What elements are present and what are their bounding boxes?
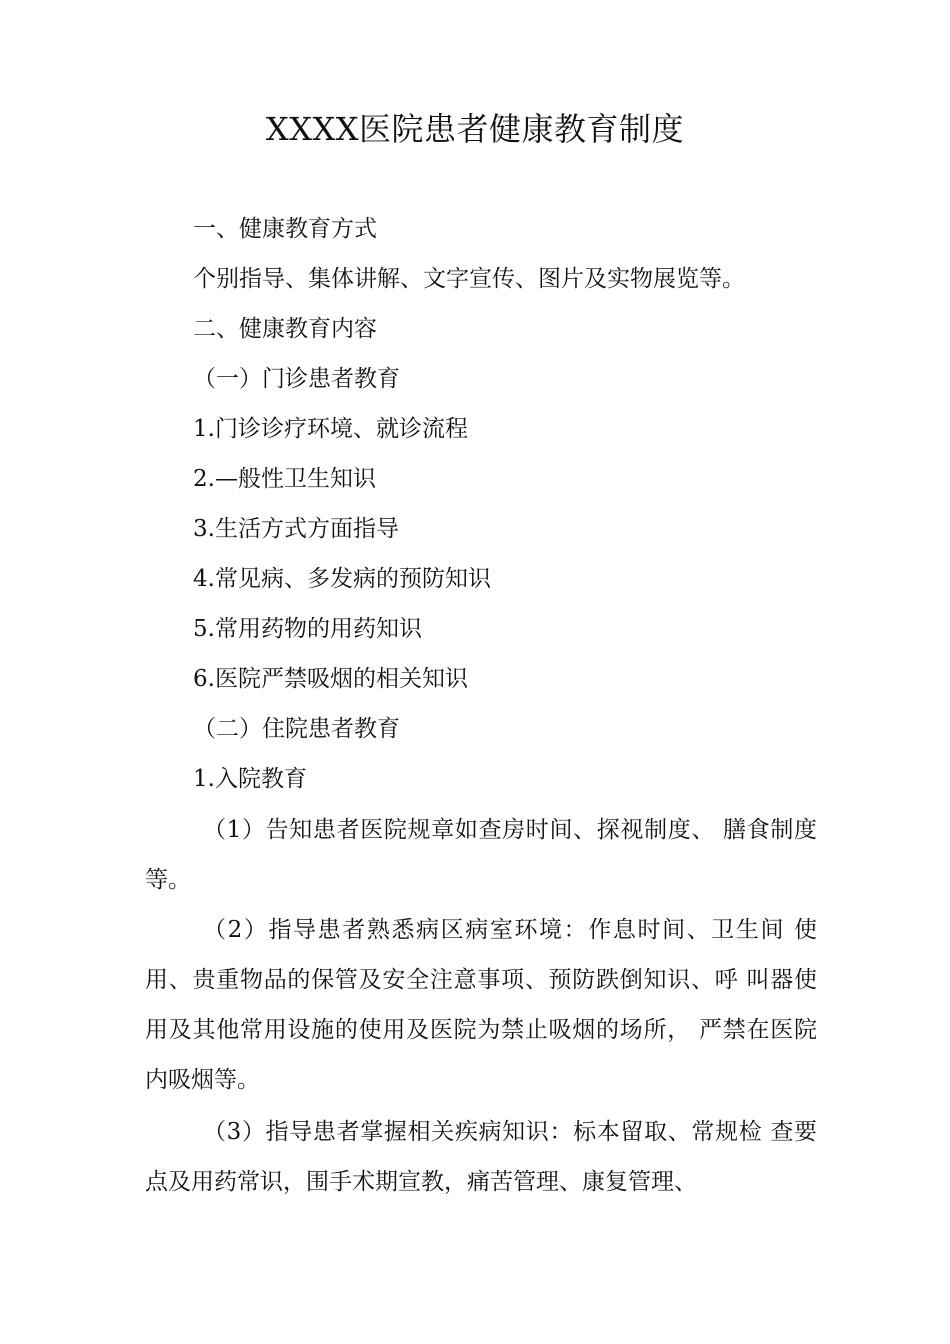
list-item: 1.门诊诊疗环境、就诊流程: [193, 416, 468, 442]
section-heading-methods: 一、健康教育方式: [193, 216, 377, 242]
subheading-outpatient: （一）门诊患者教育: [193, 366, 400, 392]
admission-heading: 1.入院教育: [193, 766, 307, 792]
list-item: 3.生活方式方面指导: [193, 516, 399, 542]
section-heading-content: 二、健康教育内容: [193, 316, 377, 342]
admission-paragraph-3: （3）指导患者掌握相关疾病知识：标本留取、常规检 查要点及用药常识，围手术期宣教，痛苦管理、康复管理、: [145, 1119, 817, 1195]
list-item: 4.常见病、多发病的预防知识: [193, 566, 491, 592]
document-title: XXXX医院患者健康教育制度: [265, 110, 685, 148]
admission-paragraph-2: （2）指导患者熟悉病区病室环境：作息时间、卫生间 使用、贵重物品的保管及安全注意事项、预防跌倒知识、呼 叫器使用及其他常用设施的使用及医院为禁止吸烟的场所， 严禁在医院内吸烟等。: [145, 917, 817, 1093]
subheading-inpatient: （二）住院患者教育: [193, 716, 400, 742]
methods-text: 个别指导、集体讲解、文字宣传、图片及实物展览等。: [193, 266, 745, 292]
list-item: 6.医院严禁吸烟的相关知识: [193, 666, 468, 692]
list-item: 5.常用药物的用药知识: [193, 616, 422, 642]
admission-paragraph-1: （1）告知患者医院规章如查房时间、探视制度、 膳食制度等。: [145, 817, 817, 893]
list-item: 2.—般性卫生知识: [193, 466, 376, 492]
